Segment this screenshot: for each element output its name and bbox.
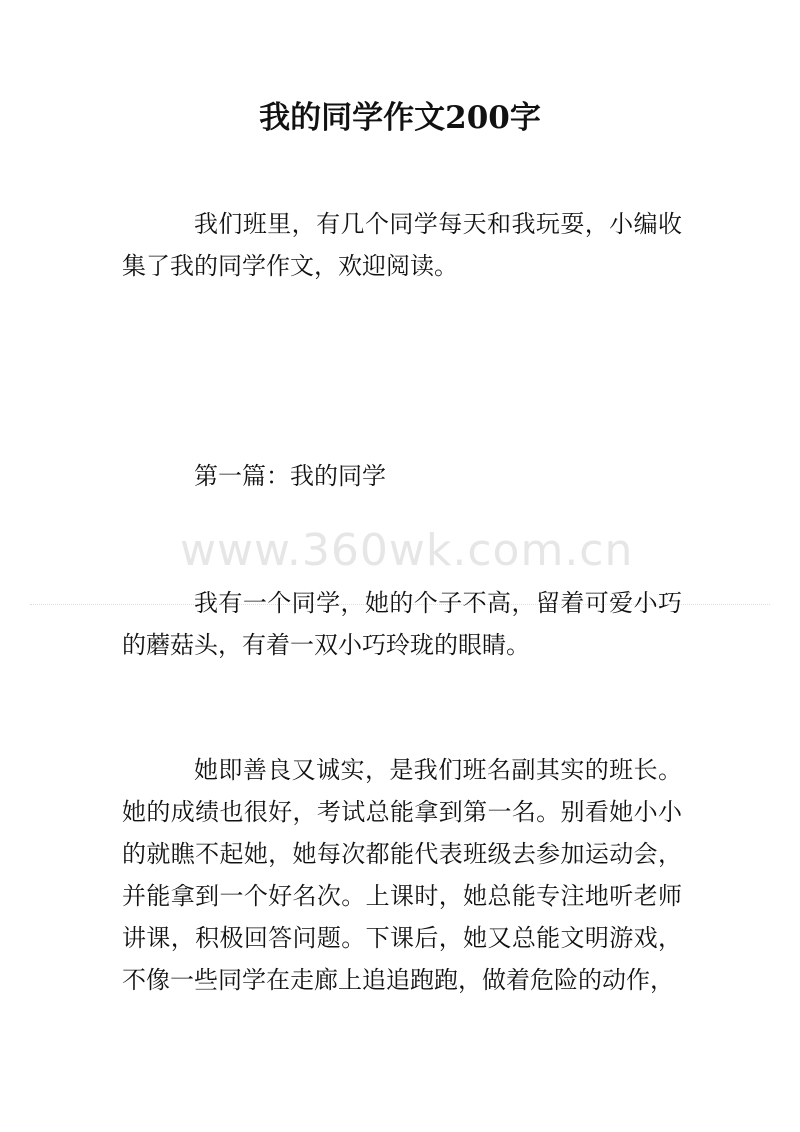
section-heading: 第一篇：我的同学 — [194, 462, 386, 490]
body-paragraph: 她即善良又诚实，是我们班名副其实的班长。她的成绩也很好，考试总能拿到第一名。别看她小小的就瞧不起她，她每次都能代表班级去参加运动会，并能拿到一个好名次。上课时，她总能专注地听老师讲课，积极回答问题。下课后，她又总能文明游戏，不像一些同学在走廊上追追跑跑，做着危险的动作， — [122, 756, 682, 994]
body-paragraph: 我有一个同学，她的个子不高，留着可爱小巧的蘑菇头，有着一双小巧玲珑的眼睛。 — [122, 589, 682, 659]
intro-paragraph: 我们班里，有几个同学每天和我玩耍，小编收集了我的同学作文，欢迎阅读。 — [122, 210, 682, 280]
watermark-text: www.360wk.com.cn — [180, 525, 634, 576]
document-title: 我的同学作文200字 — [259, 100, 541, 136]
